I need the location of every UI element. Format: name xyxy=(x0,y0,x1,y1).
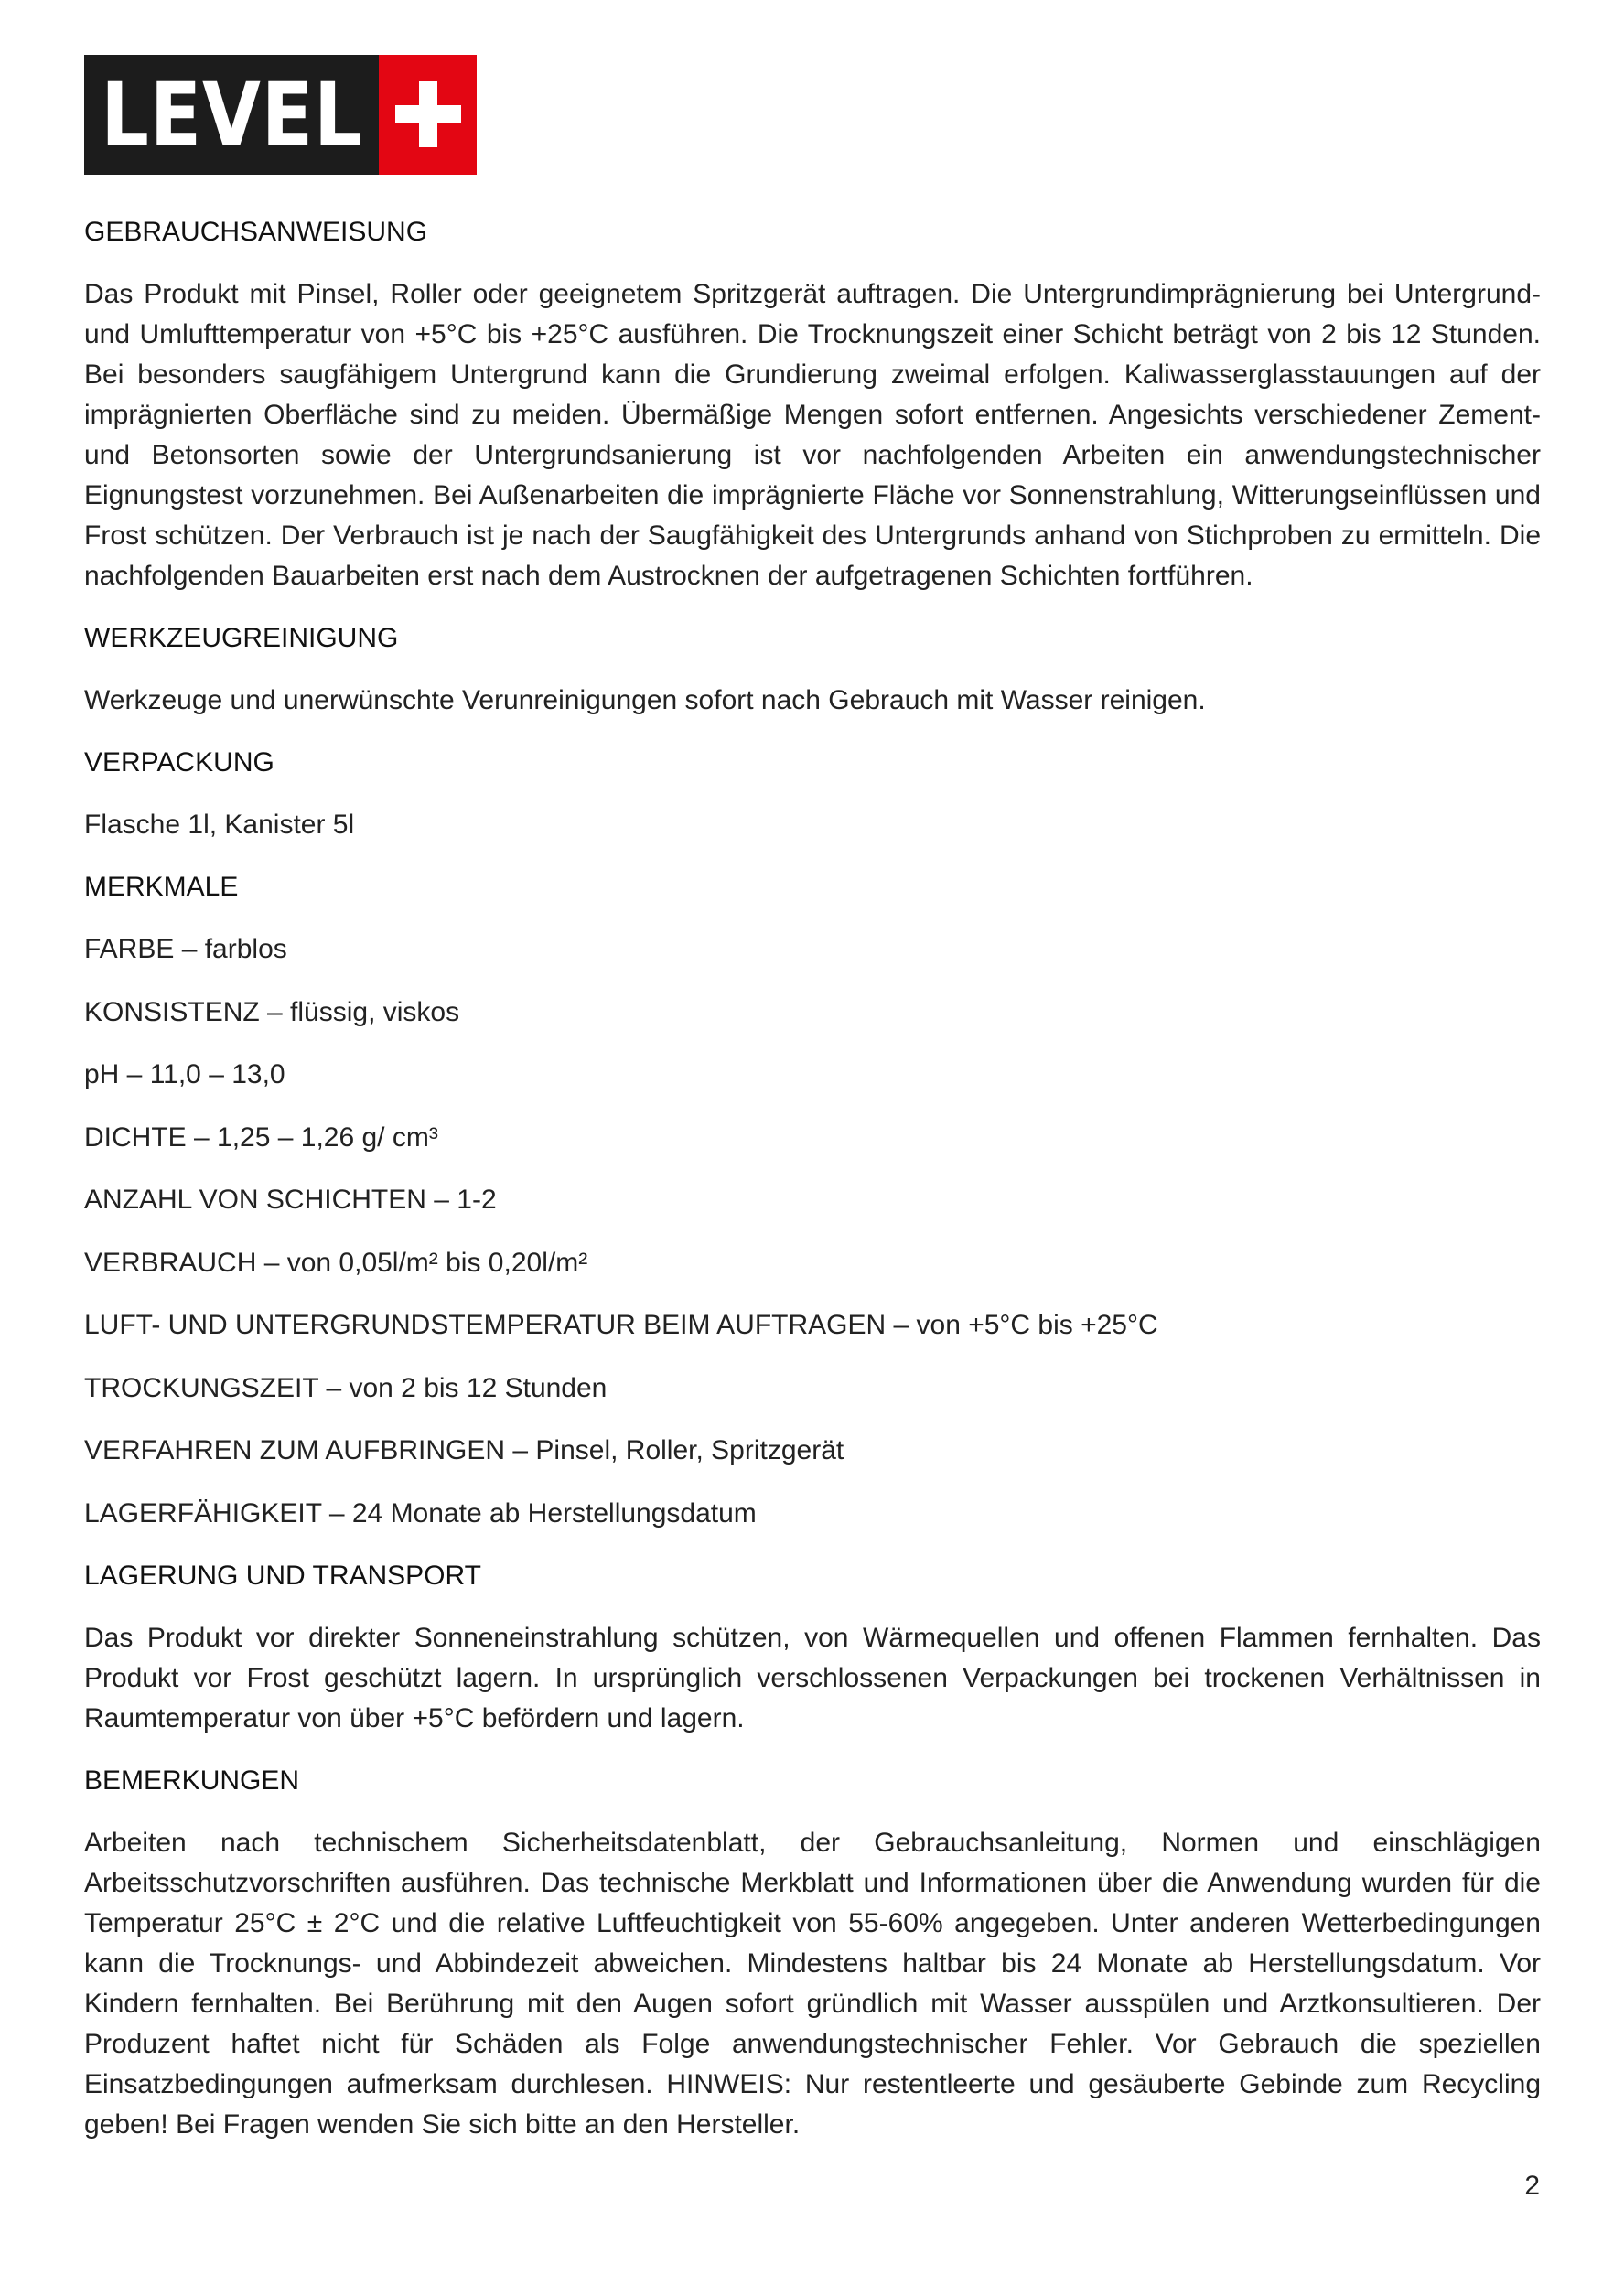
feature-temperature: LUFT- UND UNTERGRUNDSTEMPERATUR BEIM AUFTRAGEN – von +5°C bis +25°C xyxy=(84,1310,1158,1340)
logo-wordmark xyxy=(84,55,379,175)
brand-logo xyxy=(84,55,477,175)
feature-layers: ANZAHL VON SCHICHTEN – 1-2 xyxy=(84,1185,497,1215)
packaging-heading: VERPACKUNG xyxy=(84,747,274,778)
storage-text: Das Produkt vor direkter Sonneneinstrahlung schützen, von Wärmequellen und offenen Flammen fernhalten. Das Produkt vor Frost geschützt lagern. In ursprünglich verschlossenen Verpackungen bei trockenen Verhältnissen in Raumtemperatur von über +5°C befördern und lagern. xyxy=(84,1623,1541,1733)
usage-text: Das Produkt mit Pinsel, Roller oder geeignetem Spritzgerät auftragen. Die Untergrundimprägnierung bei Untergrund- und Umlufttemperatur von +5°C bis +25°C ausführen. Die Trocknungszeit einer Schicht beträgt von 2 bis 12 Stunden. Bei besonders saugfähigem Untergrund kann die Grundierung zweimal erfolgen. Kaliwasserglasstauungen auf der imprägnierten Oberfläche sind zu meiden. Übermäßige Mengen sofort entfernen. Angesichts verschiedener Zement- und Betonsorten sowie der Untergrundsanierung ist vor nachfolgenden Arbeiten ein anwendungstechnischer Eignungstest vorzunehmen. Bei Außenarbeiten die imprägnierte Fläche vor Sonnenstrahlung, Witterungseinflüssen und Frost schützen. Der Verbrauch ist je nach der Saugfähigkeit des Untergrunds anhand von Stichproben zu ermitteln. Die nachfolgenden Bauarbeiten erst nach dem Austrocknen der aufgetragenen Schichten fortführen. xyxy=(84,279,1541,591)
feature-ph: pH – 11,0 – 13,0 xyxy=(84,1059,285,1089)
feature-consumption: VERBRAUCH – von 0,05l/m² bis 0,20l/m² xyxy=(84,1247,588,1278)
feature-color: FARBE – farblos xyxy=(84,934,287,964)
feature-application-method: VERFAHREN ZUM AUFBRINGEN – Pinsel, Roller, Spritzgerät xyxy=(84,1435,844,1465)
storage-heading: LAGERUNG UND TRANSPORT xyxy=(84,1561,481,1591)
cleaning-heading: WERKZEUGREINIGUNG xyxy=(84,623,399,653)
feature-density: DICHTE – 1,25 – 1,26 g/ cm³ xyxy=(84,1121,438,1153)
remarks-heading: BEMERKUNGEN xyxy=(84,1765,300,1796)
feature-shelf-life: LAGERFÄHIGKEIT – 24 Monate ab Herstellungsdatum xyxy=(84,1497,757,1529)
feature-consistency: KONSISTENZ – flüssig, viskos xyxy=(84,996,460,1027)
packaging-text: Flasche 1l, Kanister 5l xyxy=(84,810,355,840)
logo-text: LEVEL xyxy=(100,63,363,166)
page-number: 2 xyxy=(1524,2171,1540,2201)
plus-icon xyxy=(379,55,477,175)
feature-drying-time: TROCKUNGSZEIT – von 2 bis 12 Stunden xyxy=(84,1372,608,1403)
features-heading: MERKMALE xyxy=(84,872,239,902)
features-list xyxy=(84,929,1541,1534)
usage-heading: GEBRAUCHSANWEISUNG xyxy=(84,217,428,247)
remarks-text: Arbeiten nach technischem Sicherheitsdatenblatt, der Gebrauchsanleitung, Normen und einschlägigen Arbeitsschutzvorschriften ausführen. Das technische Merkblatt und Informationen über die Anwendung wurden für die Temperatur 25°C ± 2°C und die relative Luftfeuchtigkeit von 55-60% angegeben. Unter anderen Wetterbedingungen kann die Trocknungs- und Abbindezeit abweichen. Mindestens haltbar bis 24 Monate ab Herstellungsdatum. Vor Kindern fernhalten. Bei Berührung mit den Augen sofort gründlich mit Wasser ausspülen und Arztkonsultieren. Der Produzent haftet nicht für Schäden als Folge anwendungstechnischer Fehler. Vor Gebrauch die speziellen Einsatzbedingungen aufmerksam durchlesen. HINWEIS: Nur restentleerte und gesäuberte Gebinde zum Recycling geben! Bei Fragen wenden Sie sich bitte an den Hersteller. xyxy=(84,1828,1541,2140)
cleaning-text: Werkzeuge und unerwünschte Verunreinigungen sofort nach Gebrauch mit Wasser reinigen. xyxy=(84,685,1206,715)
document-body xyxy=(84,212,1541,2167)
